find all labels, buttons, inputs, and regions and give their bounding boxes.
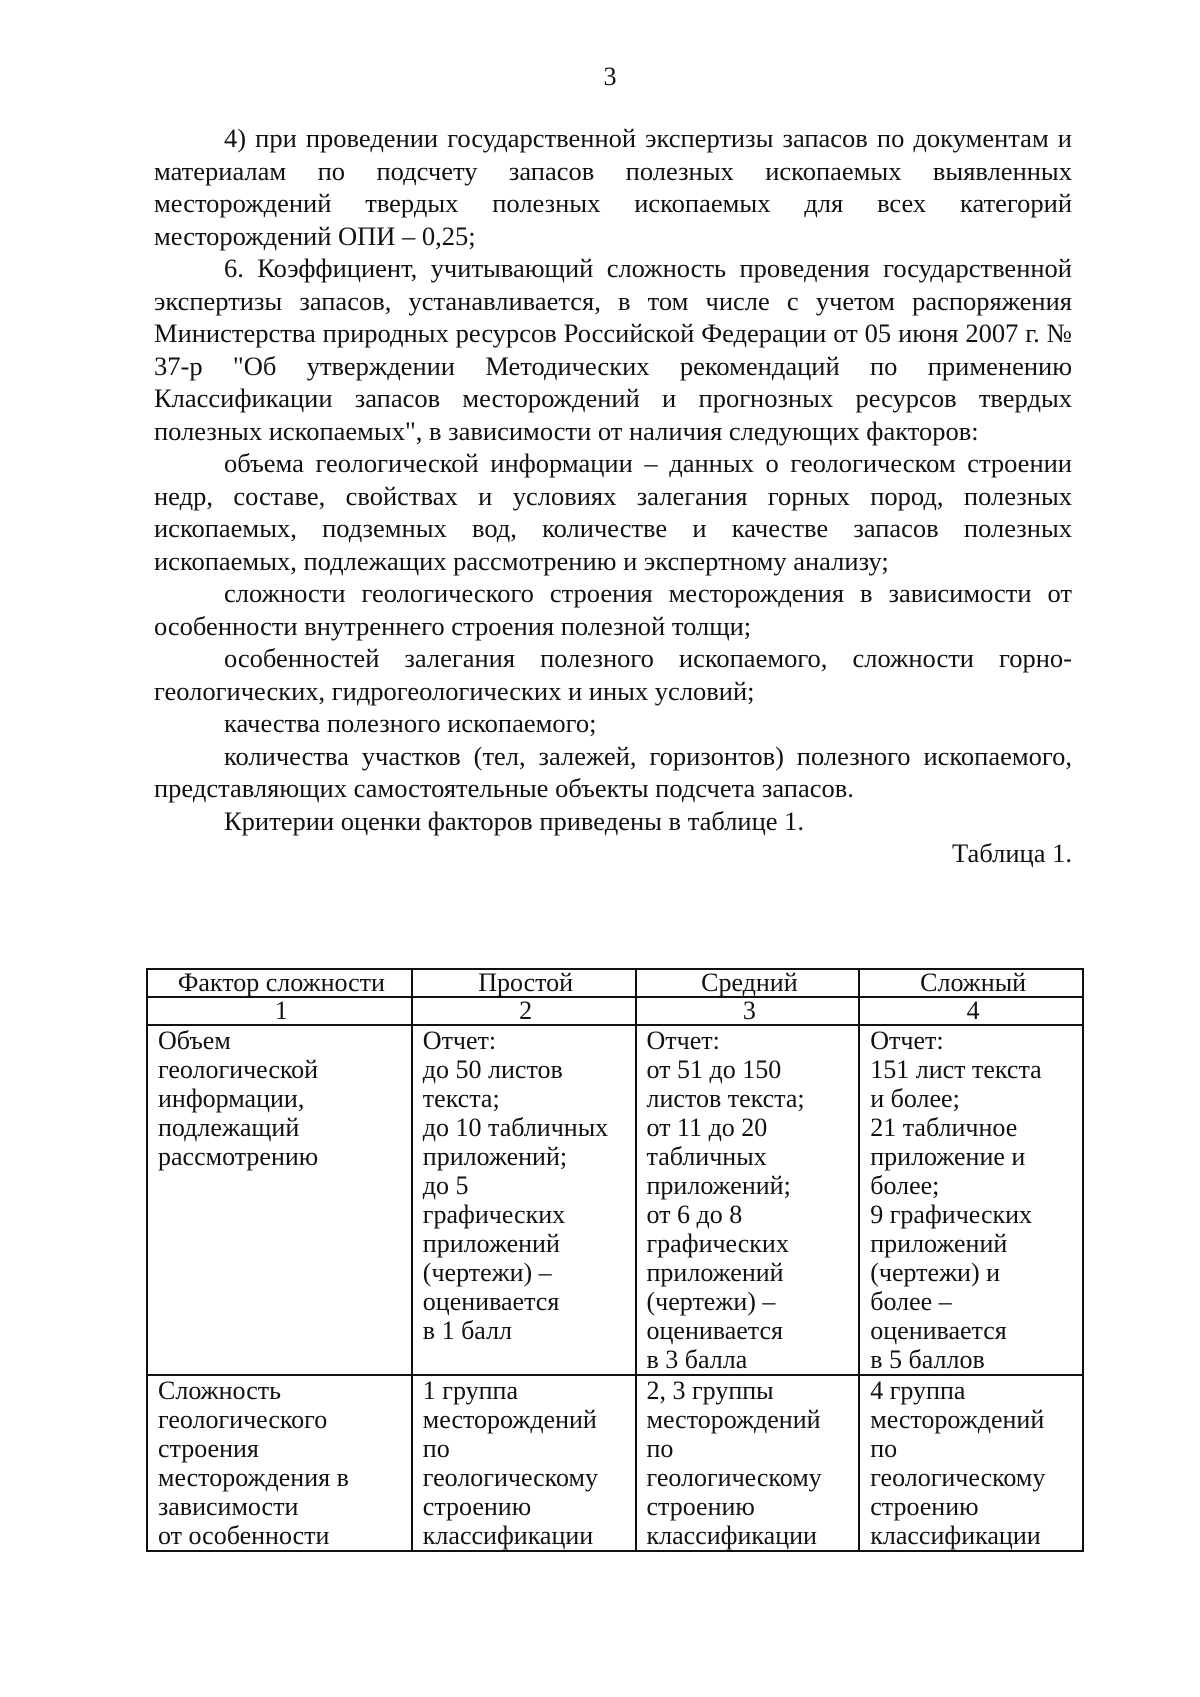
column-number: 2 <box>412 997 636 1025</box>
table-header-row <box>147 969 1083 997</box>
table-row <box>147 1025 1083 1375</box>
column-number: 1 <box>147 997 412 1025</box>
paragraph-item-4: 4) при проведении государственной экспертизы запасов по документам и материалам по подсчету запасов полезных ископаемых выявленных месторождений твердых полезных ископаемых для всех категорий месторождений ОПИ – 0,25; <box>154 123 1072 251</box>
table-column-numbers-row <box>147 997 1083 1025</box>
paragraph-factor-quality: качества полезного ископаемого; <box>224 708 597 738</box>
table-cell-simple: 1 группа месторождений по геологическому строению классификации <box>412 1375 636 1551</box>
paragraph-factor-sections: количества участков (тел, залежей, горизонтов) полезного ископаемого, представляющих самостоятельные объекты подсчета запасов. <box>154 740 1072 803</box>
header-medium: Средний <box>636 969 860 997</box>
document-body <box>154 122 1072 870</box>
page-number: 3 <box>603 62 617 91</box>
table-cell-simple: Отчет: до 50 листов текста; до 10 табличных приложений; до 5 графических приложений (чертежи) – оценивается в 1 балл <box>412 1025 636 1375</box>
table-cell-factor: Сложность геологического строения месторождения в зависимости от особенности <box>147 1375 412 1551</box>
paragraph-factor-occurrence: особенностей залегания полезного ископаемого, сложности горно-геологических, гидрогеологических и иных условий; <box>154 643 1072 706</box>
table-cell-medium: Отчет: от 51 до 150 листов текста; от 11 до 20 табличных приложений; от 6 до 8 графических приложений (чертежи) – оценивается в 3 балла <box>636 1025 860 1375</box>
table-caption: Таблица 1. <box>952 838 1072 868</box>
table-cell-complex: Отчет: 151 лист текста и более; 21 табличное приложение и более; 9 графических приложений (чертежи) и более – оценивается в 5 баллов <box>859 1025 1083 1375</box>
table-cell-factor: Объем геологической информации, подлежащий рассмотрению <box>147 1025 412 1375</box>
header-factor: Фактор сложности <box>147 969 412 997</box>
paragraph-criteria-reference: Критерии оценки факторов приведены в таблице 1. <box>224 805 805 836</box>
paragraph-factor-volume: объема геологической информации – данных о геологическом строении недр, составе, свойствах и условиях залегания горных пород, полезных ископаемых, подземных вод, количестве и качестве запасов полезных ископаемых, подлежащих рассмотрению и экспертному анализу; <box>154 448 1072 576</box>
column-number: 4 <box>859 997 1083 1025</box>
header-complex: Сложный <box>859 969 1083 997</box>
criteria-table <box>146 968 1084 1552</box>
header-simple: Простой <box>412 969 636 997</box>
table-row <box>147 1375 1083 1551</box>
table-cell-medium: 2, 3 группы месторождений по геологическому строению классификации <box>636 1375 860 1551</box>
column-number: 3 <box>636 997 860 1025</box>
paragraph-item-6: 6. Коэффициент, учитывающий сложность проведения государственной экспертизы запасов, устанавливается, в том числе с учетом распоряжения Министерства природных ресурсов Российской Федерации от 05 июня 2007 г. № 37-р "Об утверждении Методических рекомендаций по применению Классификации запасов месторождений и прогнозных ресурсов твердых полезных ископаемых", в зависимости от наличия следующих факторов: <box>154 253 1072 446</box>
table-cell-complex: 4 группа месторождений по геологическому строению классификации <box>859 1375 1083 1551</box>
paragraph-factor-complexity: сложности геологического строения месторождения в зависимости от особенности внутреннего строения полезной толщи; <box>154 578 1072 641</box>
